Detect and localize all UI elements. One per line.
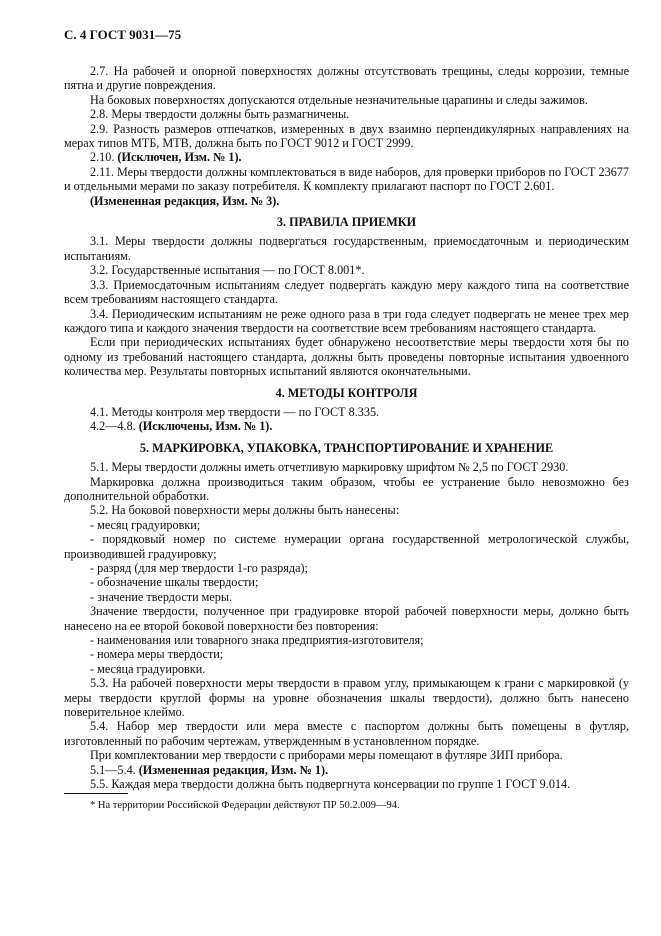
section-heading: 4. МЕТОДЫ КОНТРОЛЯ bbox=[275, 385, 418, 400]
paragraph bbox=[64, 150, 629, 164]
footnote-divider bbox=[64, 793, 128, 794]
amendment-note: (Исключены, Изм. № 1). bbox=[138, 419, 273, 434]
paragraph: 3.1. Меры твердости должны подвергаться государственным, приемосдаточным и периодическим испытаниям. bbox=[64, 234, 629, 263]
list-item: - значение твердости меры. bbox=[90, 589, 233, 604]
paragraph: 2.11. Меры твердости должны комплектоваться в виде наборов, для проверки приборов по ГОСТ 23677 и отдельными мерами по заказу потребителя. К комплекту прилагают паспорт по ГОСТ 2.601. bbox=[64, 164, 629, 194]
paragraph: 5.1. Меры твердости должны иметь отчетливую маркировку шрифтом № 2,5 по ГОСТ 2930. bbox=[90, 460, 569, 475]
section-heading: 5. МАРКИРОВКА, УПАКОВКА, ТРАНСПОРТИРОВАНИЕ И ХРАНЕНИЕ bbox=[139, 440, 554, 455]
list-item: - обозначение шкалы твердости; bbox=[90, 575, 259, 590]
amendment-note: (Измененная редакция, Изм. № 3). bbox=[90, 193, 280, 208]
paragraph: 5.2. На боковой поверхности меры должны быть нанесены: bbox=[90, 503, 400, 518]
paragraph bbox=[64, 419, 629, 433]
paragraph: 3.3. Приемосдаточным испытаниям следует подвергать каждую меру каждого типа на соответствие всем требованиям настоящего стандарта. bbox=[64, 277, 629, 307]
paragraph bbox=[64, 763, 629, 777]
list-item: - разряд (для мер твердости 1-го разряда); bbox=[90, 561, 308, 575]
amendment-note: (Измененная редакция, Изм. № 1). bbox=[138, 762, 329, 777]
page-header: С. 4 ГОСТ 9031—75 bbox=[64, 27, 182, 42]
paragraph: 2.7. На рабочей и опорной поверхностях должны отсутствовать трещины, следы коррозии, темные пятна и другие повреждения. bbox=[64, 64, 629, 93]
paragraph: На боковых поверхностях допускаются отдельные незначительные царапины и следы зажимов. bbox=[90, 92, 588, 107]
paragraph: Если при периодических испытаниях будет обнаружено несоответствие меры твердости хотя бы по одному из требований настоящего стандарта, должны быть проведены повторные испытания удвоенного количества мер. Результаты повторных испытаний являются окончательными. bbox=[64, 335, 629, 379]
paragraph: Маркировка должна производиться таким образом, чтобы ее устранение было невозможно без дополнительной обработки. bbox=[64, 474, 629, 503]
paragraph: 2.9. Разность размеров отпечатков, измеренных в двух взаимно перпендикулярных направлениях на мерах типов МТБ, МТВ, должна быть по ГОСТ 9012 и ГОСТ 2999. bbox=[64, 121, 629, 151]
clause-number: 2.10. bbox=[90, 150, 115, 165]
paragraph: Значение твердости, полученное при градуировке второй рабочей поверхности меры, должно быть нанесено на ее второй боковой поверхности без повторения: bbox=[64, 604, 629, 633]
list-item: - месяц градуировки; bbox=[90, 517, 201, 532]
list-item: - порядковый номер по системе нумерации органа государственной метрологической службы, производившей градуировку; bbox=[64, 532, 629, 561]
section-heading: 3. ПРАВИЛА ПРИЕМКИ bbox=[276, 215, 417, 230]
paragraph: 3.4. Периодическим испытаниям не реже одного раза в три года следует подвергать не менее трех мер каждого типа и каждого значения твердости на соответствие всем требованиям настоящего стандарта. bbox=[64, 306, 629, 335]
paragraph: 3.2. Государственные испытания — по ГОСТ 8.001*. bbox=[90, 263, 365, 278]
paragraph: 4.1. Методы контроля мер твердости — по ГОСТ 8.335. bbox=[90, 404, 380, 419]
clause-number: 5.1—5.4. bbox=[90, 762, 136, 777]
paragraph: 5.4. Набор мер твердости или мера вместе с паспортом должны быть помещены в футляр, изготовленный по рабочим чертежам, утвержденным в установленном порядке. bbox=[64, 719, 629, 748]
paragraph: 5.5. Каждая мера твердости должна быть подвергнута консервации по группе 1 ГОСТ 9.014. bbox=[90, 777, 571, 792]
clause-number: 4.2—4.8. bbox=[90, 419, 136, 434]
footnote: * На территории Российской Федерации действуют ПР 50.2.009—94. bbox=[90, 800, 400, 811]
list-item: - наименования или товарного знака предприятия-изготовителя; bbox=[90, 633, 424, 648]
paragraph: 2.8. Меры твердости должны быть размагничены. bbox=[90, 107, 350, 122]
paragraph: 5.3. На рабочей поверхности меры твердости в правом углу, примыкающем к грани с маркировкой (у меры твердости круглой формы на уровне обозначения шкалы твердости), должно быть нанесено поверительное клеймо. bbox=[64, 676, 629, 720]
list-item: - месяца градуировки. bbox=[90, 661, 206, 676]
amendment-note: (Исключен, Изм. № 1). bbox=[117, 150, 242, 165]
document-body bbox=[64, 64, 629, 792]
list-item: - номера меры твердости; bbox=[90, 647, 224, 662]
paragraph: При комплектовании мер твердости с приборами меры помещают в футляре ЗИП прибора. bbox=[90, 748, 563, 763]
